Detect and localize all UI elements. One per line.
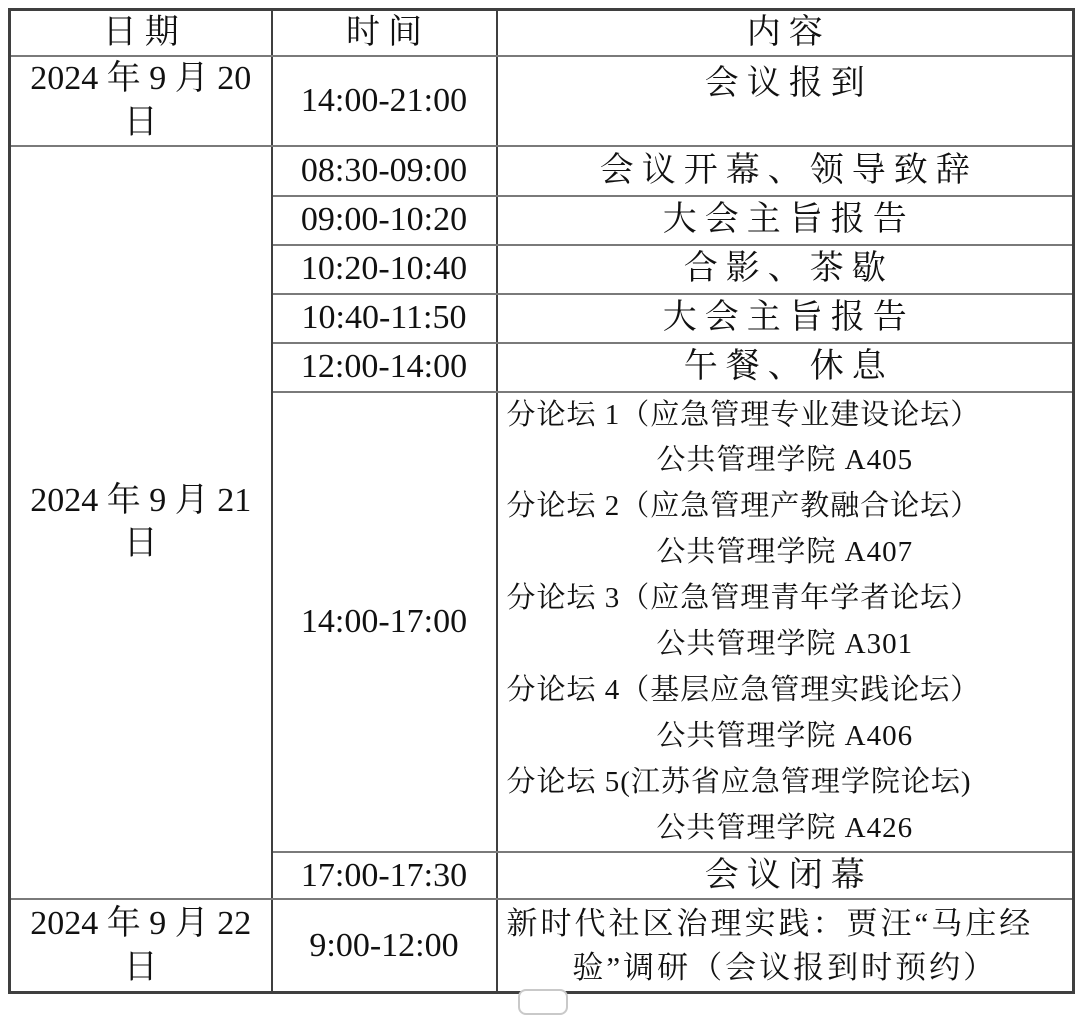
partial-floating-button[interactable]: [518, 989, 568, 1015]
time-cell: 14:00-21:00: [272, 56, 497, 146]
content-cell: [497, 899, 1074, 992]
date-line: 日: [123, 103, 158, 141]
content-cell: 会议闭幕: [497, 852, 1074, 899]
date-line: 日: [123, 525, 158, 563]
time-cell: 17:00-17:30: [272, 852, 497, 899]
header-row: [10, 10, 1074, 56]
forum-title: 分论坛 2（应急管理产教融合论坛）: [506, 490, 981, 523]
content-cell: 大会主旨报告: [497, 294, 1074, 343]
content-cell: 会议报到: [497, 56, 1074, 146]
forum-title: 分论坛 1（应急管理专业建设论坛）: [506, 398, 981, 431]
header-cell-content: 内容: [497, 10, 1074, 56]
time-cell: 10:40-11:50: [272, 294, 497, 343]
forums-content-cell: [497, 392, 1074, 853]
forum-title: 分论坛 5(江苏省应急管理学院论坛): [506, 765, 972, 798]
forum-title: 分论坛 3（应急管理青年学者论坛）: [506, 582, 981, 615]
forum-venue: 公共管理学院 A426: [656, 811, 914, 844]
time-cell: 9:00-12:00: [272, 899, 497, 992]
date-cell-day1: [10, 56, 272, 146]
date-line: 2024 年 9 月 22: [30, 905, 252, 943]
content-cell: 午餐、休息: [497, 343, 1074, 392]
visit-line: 验”调研（会议报到时预约）: [572, 949, 998, 985]
date-line: 2024 年 9 月 20: [30, 60, 252, 97]
content-cell: 大会主旨报告: [497, 196, 1074, 245]
content-cell: 会议开幕、领导致辞: [497, 146, 1074, 196]
date-line: 2024 年 9 月 21: [30, 481, 252, 519]
time-cell: 12:00-14:00: [272, 343, 497, 392]
session-row: [10, 146, 1074, 196]
forum-venue: 公共管理学院 A301: [656, 627, 914, 660]
row-day1: [10, 56, 1074, 146]
time-cell: 09:00-10:20: [272, 196, 497, 245]
time-cell: 10:20-10:40: [272, 245, 497, 294]
forum-venue: 公共管理学院 A405: [656, 444, 914, 477]
forum-title: 分论坛 4（基层应急管理实践论坛）: [506, 673, 981, 706]
header-cell-date: 日期: [10, 10, 272, 56]
date-line: 日: [123, 948, 158, 986]
content-cell: 合影、茶歇: [497, 245, 1074, 294]
date-cell-day2: [10, 146, 272, 900]
time-cell: 14:00-17:00: [272, 392, 497, 853]
header-cell-time: 时间: [272, 10, 497, 56]
forum-venue: 公共管理学院 A407: [656, 536, 914, 569]
row-day3: [10, 899, 1074, 992]
date-cell-day3: [10, 899, 272, 992]
time-cell: 08:30-09:00: [272, 146, 497, 196]
visit-line: 新时代社区治理实践：贾汪“马庄经: [506, 905, 1034, 941]
forum-venue: 公共管理学院 A406: [656, 719, 914, 752]
agenda-table: [8, 8, 1075, 994]
